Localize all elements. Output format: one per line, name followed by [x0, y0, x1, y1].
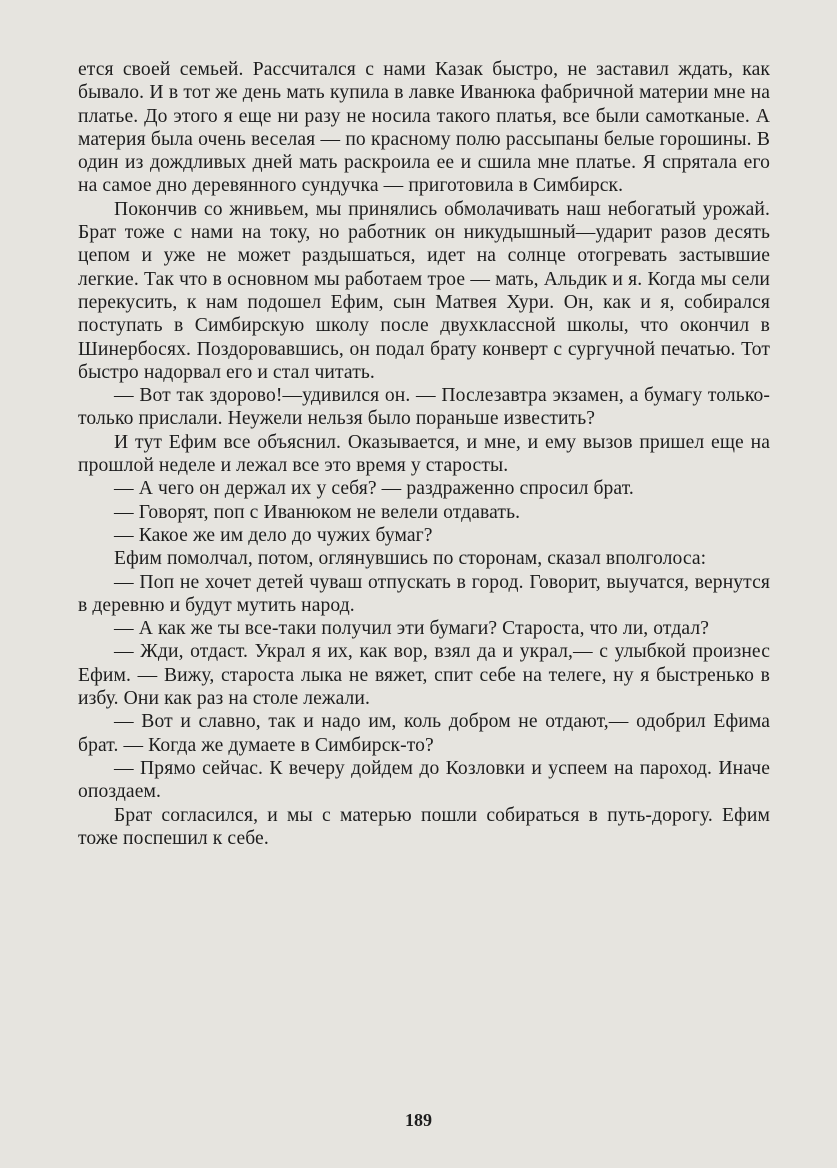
- page-number: 189: [405, 1110, 432, 1130]
- paragraph: — Поп не хочет детей чуваш отпускать в город. Говорит, выучатся, вернутся в деревню и будут мутить народ.: [78, 571, 770, 616]
- paragraph: ется своей семьей. Рассчитался с нами Казак быстро, не заставил ждать, как бывало. И в тот же день мать купила в лавке Иванюка фабричной материи мне на платье. До этого я еще ни разу не носила такого платья, все были самотканые. А материя была очень веселая — по красному полю рассыпаны белые горошины. В один из дождливых дней мать раскроила ее и сшила мне платье. Я спрятала его на самое дно деревянного сундучка — приготовила в Симбирск.: [78, 59, 770, 197]
- paragraph: — А как же ты все-таки получил эти бумаги? Староста, что ли, отдал?: [114, 618, 710, 640]
- paragraph: — Какое же им дело до чужих бумаг?: [114, 524, 433, 546]
- paragraph: — Говорят, поп с Иванюком не велели отдавать.: [114, 501, 521, 523]
- page-body: [78, 58, 770, 850]
- paragraph: И тут Ефим все объяснил. Оказывается, и мне, и ему вызов пришел еще на прошлой неделе и лежал все это время у старосты.: [78, 431, 770, 477]
- paragraph: — А чего он держал их у себя? — раздраженно спросил брат.: [114, 478, 634, 500]
- paragraph: — Вот так здорово!—удивился он. — Послезавтра экзамен, а бумагу только-только прислали. Неужели нельзя было пораньше известить?: [78, 385, 770, 430]
- paragraph: Брат согласился, и мы с матерью пошли собираться в путь-дорогу. Ефим тоже поспешил к себе.: [78, 804, 770, 849]
- paragraph: — Прямо сейчас. К вечеру дойдем до Козловки и успеем на пароход. Иначе опоздаем.: [78, 757, 770, 803]
- paragraph: Покончив со жнивьем, мы принялись обмолачивать наш небогатый урожай. Брат тоже с нами на току, но работник он никудышный—ударит разов десять цепом и уже не может раздышаться, идет на солнце отогревать застывшие легкие. Так что в основном мы работаем трое — мать, Альдик и я. Когда мы сели перекусить, к нам подошел Ефим, сын Матвея Хури. Он, как и я, собирался поступать в Симбирскую школу после двухклассной школы, что окончил в Шинербосях. Поздоровавшись, он подал брату конверт с сургучной печатью. Тот быстро надорвал его и стал читать.: [78, 198, 770, 383]
- paragraph: — Вот и славно, так и надо им, коль добром не отдают,— одобрил Ефима брат. — Когда же думаете в Симбирск-то?: [78, 711, 770, 756]
- paragraph: — Жди, отдаст. Украл я их, как вор, взял да и украл,— с улыбкой произнес Ефим. — Вижу, староста лыка не вяжет, спит себе на телеге, ну я быстренько в избу. Они как раз на столе лежали.: [78, 641, 770, 710]
- paragraph: Ефим помолчал, потом, оглянувшись по сторонам, сказал вполголоса:: [114, 548, 707, 570]
